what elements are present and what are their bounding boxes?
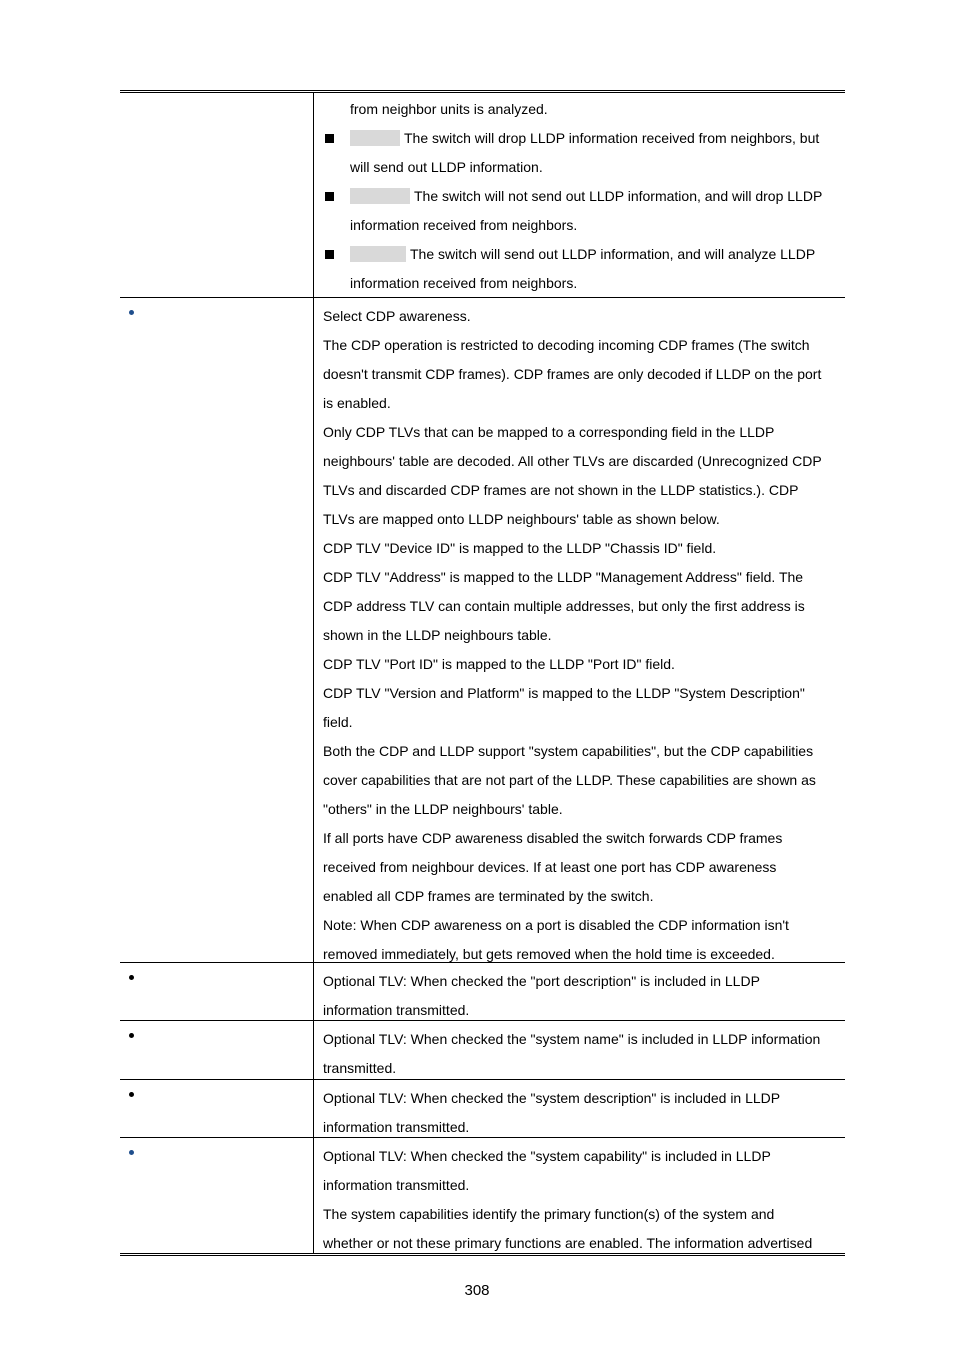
description-line: doesn't transmit CDP frames). CDP frames are only decoded if LLDP on the port xyxy=(323,366,822,382)
parameter-cell xyxy=(120,1080,313,1137)
description-line: received from neighbour devices. If at least one port has CDP awareness xyxy=(323,859,777,875)
description-line: neighbours' table are decoded. All other TLVs are discarded (Unrecognized CDP xyxy=(323,453,822,469)
bullet-icon xyxy=(129,1092,134,1097)
description-line: The CDP operation is restricted to decoding incoming CDP frames (The switch xyxy=(323,337,810,353)
description-line: Optional TLV: When checked the "system description" is included in LLDP xyxy=(323,1090,781,1106)
table-row-cdp-awareness xyxy=(120,297,845,962)
description-line: CDP TLV "Port ID" is mapped to the LLDP "Port ID" field. xyxy=(323,656,675,672)
description-line: cover capabilities that are not part of the LLDP. These capabilities are shown as xyxy=(323,772,816,788)
parameter-cell xyxy=(120,93,313,297)
description-line: CDP TLV "Version and Platform" is mapped to the LLDP "System Description" xyxy=(323,685,805,701)
description-cell xyxy=(313,1021,845,1079)
description-line: shown in the LLDP neighbours table. xyxy=(323,627,552,643)
page-number: 308 xyxy=(464,1282,490,1299)
description-line: enabled all CDP frames are terminated by the switch. xyxy=(323,888,654,904)
description-line: The system capabilities identify the primary function(s) of the system and xyxy=(323,1206,775,1222)
table-row-system-name xyxy=(120,1020,845,1079)
description-line: from neighbor units is analyzed. xyxy=(350,101,548,117)
description-line: information transmitted. xyxy=(323,1002,470,1018)
description-line: information transmitted. xyxy=(323,1119,470,1135)
description-line: whether or not these primary functions are enabled. The information advertised xyxy=(323,1235,813,1251)
description-line: Only CDP TLVs that can be mapped to a corresponding field in the LLDP xyxy=(323,424,775,440)
description-line: Optional TLV: When checked the "system capability" is included in LLDP xyxy=(323,1148,771,1164)
description-line: information received from neighbors. xyxy=(350,217,578,233)
description-line: TLVs and discarded CDP frames are not shown in the LLDP statistics.). CDP xyxy=(323,482,799,498)
bullet-icon xyxy=(129,310,134,315)
description-cell xyxy=(313,1138,845,1254)
list-item-rx-only xyxy=(323,124,837,182)
description-cell xyxy=(313,298,845,962)
description-line: removed immediately, but gets removed when the hold time is exceeded. xyxy=(323,946,775,962)
square-bullet-icon xyxy=(325,192,334,201)
bullet-icon xyxy=(129,1033,134,1038)
mode-label-placeholder xyxy=(350,246,406,262)
mode-label-placeholder xyxy=(350,130,400,146)
table-row-system-description xyxy=(120,1079,845,1137)
description-line: The switch will not send out LLDP information, and will drop LLDP xyxy=(414,188,823,204)
description-line: Select CDP awareness. xyxy=(323,308,471,324)
parameter-cell xyxy=(120,1021,313,1079)
description-line: is enabled. xyxy=(323,395,391,411)
description-line: transmitted. xyxy=(323,1060,397,1076)
list-item-enabled xyxy=(323,240,837,298)
parameter-cell xyxy=(120,963,313,1020)
description-line: CDP address TLV can contain multiple addresses, but only the first address is xyxy=(323,598,805,614)
description-line: Both the CDP and LLDP support "system capabilities", but the CDP capabilities xyxy=(323,743,814,759)
bullet-icon xyxy=(129,1150,134,1155)
parameter-cell xyxy=(120,298,313,962)
description-line: Optional TLV: When checked the "system name" is included in LLDP information xyxy=(323,1031,821,1047)
description-line: TLVs are mapped onto LLDP neighbours' table as shown below. xyxy=(323,511,720,527)
description-cell xyxy=(313,93,845,297)
description-line: Note: When CDP awareness on a port is disabled the CDP information isn't xyxy=(323,917,789,933)
table-bottom-rule xyxy=(120,1253,845,1256)
parameter-cell xyxy=(120,1138,313,1254)
square-bullet-icon xyxy=(325,250,334,259)
description-line: Optional TLV: When checked the "port description" is included in LLDP xyxy=(323,973,760,989)
square-bullet-icon xyxy=(325,134,334,143)
table-row-port-description xyxy=(120,962,845,1020)
list-item-disabled xyxy=(323,182,837,240)
description-line: If all ports have CDP awareness disabled the switch forwards CDP frames xyxy=(323,830,783,846)
description-line: will send out LLDP information. xyxy=(350,159,543,175)
description-cell xyxy=(313,963,845,1020)
description-cell xyxy=(313,1080,845,1137)
description-line: field. xyxy=(323,714,353,730)
mode-label-placeholder xyxy=(350,188,410,204)
table-row-system-capability xyxy=(120,1137,845,1254)
description-line: "others" in the LLDP neighbours' table. xyxy=(323,801,563,817)
description-line: CDP TLV "Device ID" is mapped to the LLDP "Chassis ID" field. xyxy=(323,540,717,556)
bullet-icon xyxy=(129,975,134,980)
description-line: The switch will drop LLDP information received from neighbors, but xyxy=(404,130,820,146)
description-line: CDP TLV "Address" is mapped to the LLDP "Management Address" field. The xyxy=(323,569,804,585)
description-line: information received from neighbors. xyxy=(350,275,578,291)
description-line: information transmitted. xyxy=(323,1177,470,1193)
description-line: The switch will send out LLDP information, and will analyze LLDP xyxy=(410,246,816,262)
table-row-lldp-mode xyxy=(120,93,845,297)
